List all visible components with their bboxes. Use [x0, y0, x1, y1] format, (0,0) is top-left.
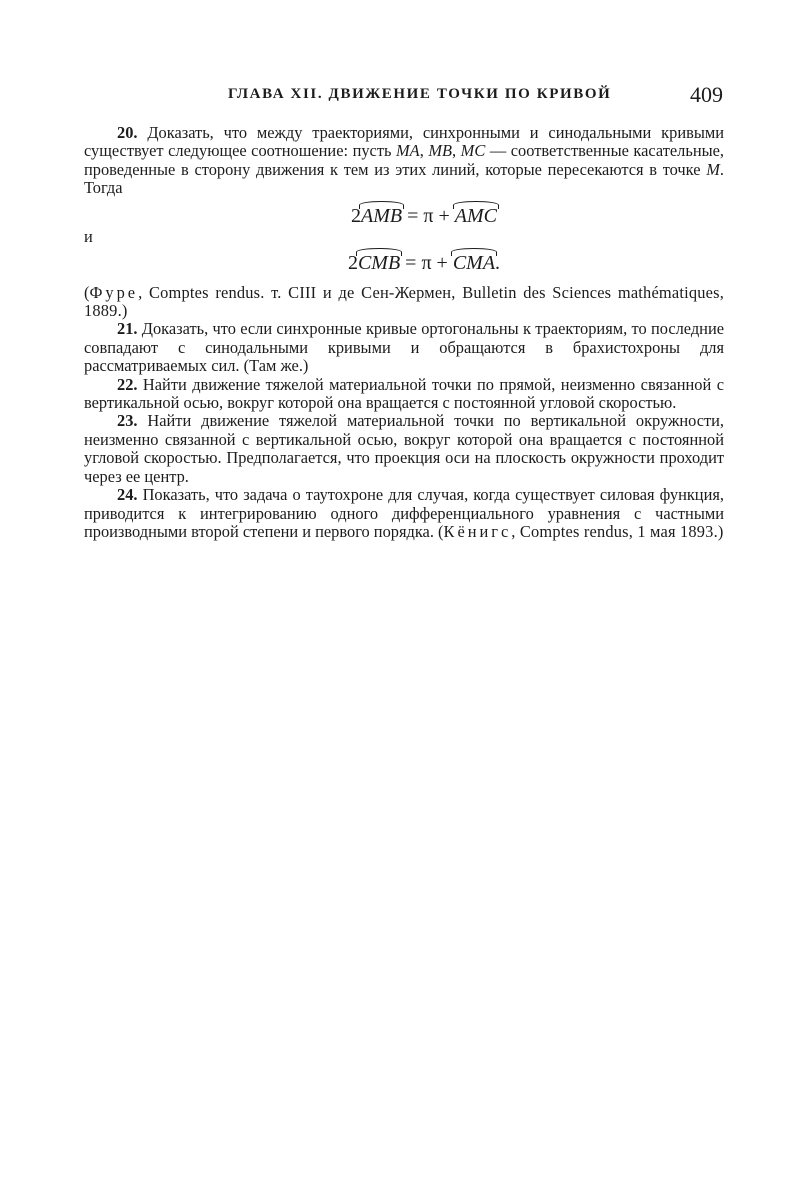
paren: ( [438, 521, 444, 541]
author-name: Кёнигс [443, 521, 512, 541]
problem-20 [84, 124, 724, 198]
formula-end: . [495, 251, 501, 274]
problem-text: Доказать, что между траекториями, синхронными и синодальными кривыми существует следующее соотношение: пусть [84, 123, 724, 161]
paren: ( [84, 282, 90, 302]
problem-number: 20. [117, 123, 138, 142]
arc-amb: AMB [361, 204, 403, 227]
formula-coef: 2 [347, 251, 358, 274]
problem-text: . Тогда [84, 159, 724, 198]
formula-coef: 2 [351, 204, 362, 227]
formula-1 [84, 205, 724, 227]
problem-text: Показать, что задача о таутохроне для случая, когда существует силовая функция, приводится к интегрированию одного дифференциального уравнения с частными производными второй степени и первого порядка. [84, 485, 724, 541]
page-number: 409 [690, 82, 723, 107]
problem-23 [84, 412, 724, 486]
problem-text: Найти движение тяжелой материальной точки по прямой, неизменно связанной с вертикальной осью, вокруг которой она вращается с постоянной угловой скоростью. [84, 374, 724, 413]
author-name: Фуре [89, 282, 139, 302]
problem-number: 24. [117, 485, 138, 505]
separator: , [419, 141, 429, 161]
problem-text: — соответственные касательные, проведенные в сторону движения к тем из этих линий, которые пересекаются в точке [84, 141, 724, 179]
var-ma: MA [396, 141, 420, 161]
citation-text: , Comptes rendus. т. CIII и де Сен-Жермен, Bulletin des Sciences mathématiques, 1889.) [84, 282, 724, 321]
citation-text: , Comptes rendus, 1 мая 1893.) [511, 521, 724, 541]
arc-cma: CMA [452, 251, 496, 274]
problem-number: 21. [117, 319, 138, 339]
problem-24 [84, 486, 724, 541]
arc-amc: AMC [454, 204, 497, 227]
formula-eq: = π + [400, 251, 453, 274]
arc-cmb: CMB [357, 251, 401, 274]
text-block [84, 124, 724, 541]
problem-number: 23. [117, 411, 138, 431]
citation-20 [84, 284, 724, 321]
problem-21 [84, 320, 724, 375]
var-m: M [706, 159, 720, 179]
problem-22 [84, 376, 724, 413]
problem-text: Найти движение тяжелой материальной точки по вертикальной окружности, неизменно связанной с вертикальной осью, вокруг которой она вращается с постоянной угловой скоростью. Предполагается, что проекция оси на плоскость окружности проходит через ее центр. [84, 411, 724, 486]
var-mc: MC [460, 141, 486, 161]
problem-text: Доказать, что если синхронные кривые ортогональны к траекториям, то последние совпадают с синодальными кривыми и обращаются в брахистохроны для рассматриваемых сил. (Там же.) [84, 319, 724, 376]
problem-number: 22. [117, 374, 138, 394]
formula-2 [84, 252, 724, 274]
conjunction: и [84, 226, 93, 246]
separator: , [452, 141, 461, 161]
var-mb: MB [428, 141, 453, 161]
formula-eq: = π + [402, 204, 455, 227]
running-head: ГЛАВА XII. ДВИЖЕНИЕ ТОЧКИ ПО КРИВОЙ [228, 86, 612, 102]
